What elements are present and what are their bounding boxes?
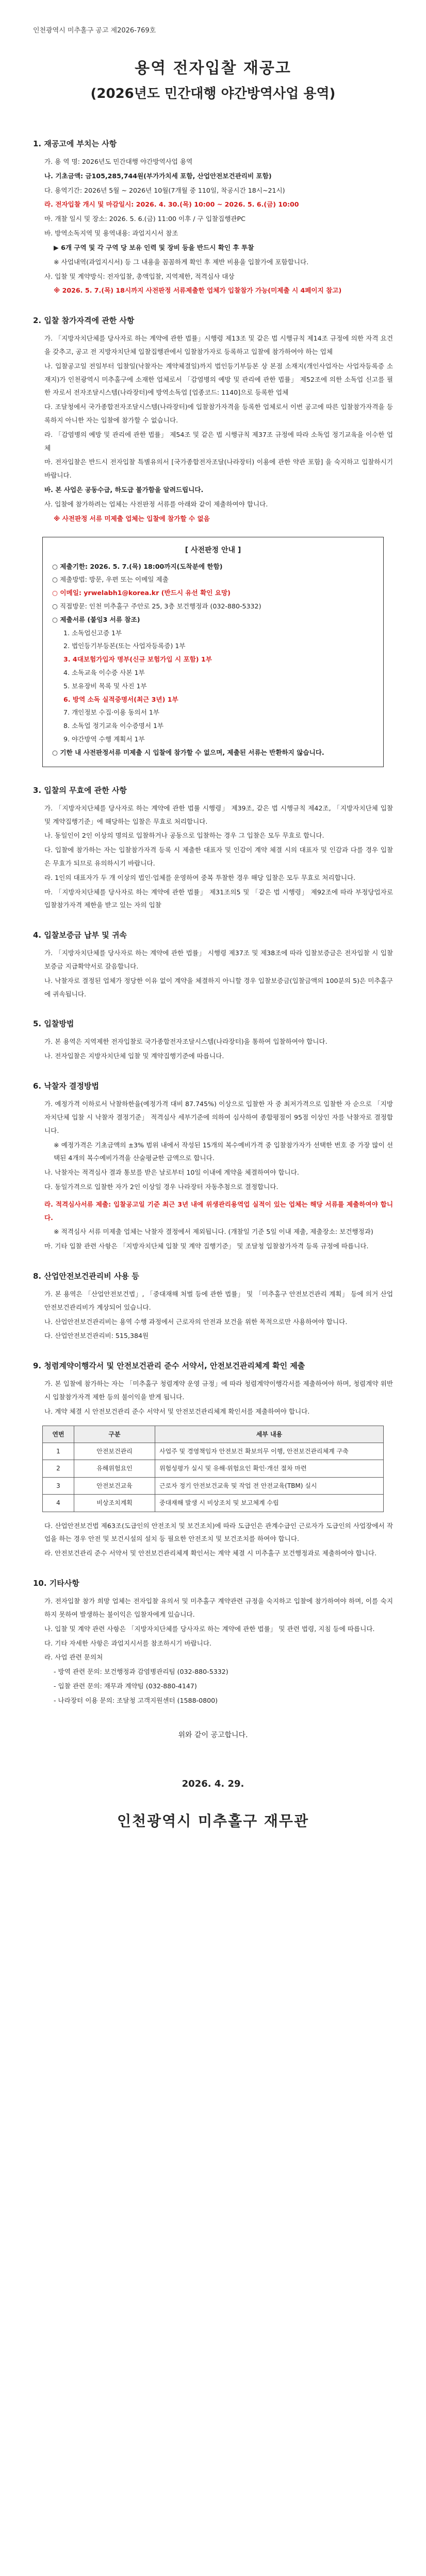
s3-item-e: 마. 「지방자치단체를 당사자로 하는 계약에 관한 법률」 제31조의5 및 「같은 법 시행령」 제92조에 따라 부정당업자로 입찰참가자격 제한을 받고 있는 자의 입찰 <box>44 888 393 909</box>
section-10-heading: 10. 기타사항 <box>33 1579 79 1588</box>
s1-opening: 마. 개찰 일시 및 장소: 2026. 5. 6.(금) 11:00 이후 / 구 입찰집행관PC <box>44 215 245 223</box>
table-row <box>43 1495 384 1512</box>
s3-item-a: 가. 「지방자치단체를 당사자로 하는 계약에 관한 법률 시행령」 제39조, 같은 법 시행규칙 제42조, 「지방자치단체 입찰 및 계약집행기준」에 해당하는 입찰은 무효로 처리합니다. <box>44 804 393 825</box>
issuing-organization: 인천광역시 미추홀구 재무관 <box>117 1812 309 1830</box>
s5-item-b: 나. 전자입찰은 지방자치단체 입찰 및 계약집행기준에 따릅니다. <box>44 1052 224 1060</box>
row-no: 4 <box>43 1495 74 1512</box>
callout-doc-8: 8. 소독업 정기교육 이수증명서 1부 <box>63 722 164 730</box>
s2-warning: ※ 사전판정 서류 미제출 업체는 입찰에 참가할 수 없음 <box>54 514 210 522</box>
s3-item-d: 라. 1인의 대표자가 두 개 이상의 법인·업체를 운영하여 중복 투찰한 경우 해당 입찰은 모두 무효로 처리합니다. <box>44 873 356 882</box>
s10-item-b: 나. 입찰 및 계약 관련 사항은 「지방자치단체를 당사자로 하는 계약에 관한 법률」 및 관련 법령, 지침 등에 따릅니다. <box>44 1624 375 1633</box>
notice-number: 인천광역시 미추홀구 공고 제2026-769호 <box>33 27 156 35</box>
s10-item-c: 다. 기타 자세한 사항은 과업지시서를 참조하시기 바랍니다. <box>44 1639 211 1647</box>
safety-table-header <box>43 1426 384 1443</box>
s10-item-a: 가. 전자입찰 참가 희망 업체는 전자입찰 유의서 및 미추홀구 계약관련 규정을 숙지하고 입찰에 참가하여야 하며, 이를 숙지하지 못하여 발생하는 불이익은 입찰자에게 있습니다. <box>44 1597 393 1618</box>
s7-item-b: 마. 기타 입찰 관련 사항은 「지방자치단체 입찰 및 계약 집행기준」 및 조달청 입찰참가자격 등록 규정에 따릅니다. <box>44 1242 369 1250</box>
s9b-item-c: 다. 산업안전보건법 제63조(도급인의 안전조치 및 보건조치)에 따라 도급인은 관계수급인 근로자가 도급인의 사업장에서 작업을 하는 경우 안전 및 보건시설의 설치 등 필요한 안전조치 및 보건조치를 하여야 합니다. <box>44 1521 393 1543</box>
table-row <box>43 1460 384 1477</box>
s10-contact-3: - 나라장터 이용 문의: 조달청 고객지원센터 (1588-0800) <box>54 1696 218 1704</box>
closing-notice: 위와 같이 공고합니다. <box>178 1731 248 1739</box>
s6-note: ※ 예정가격은 기초금액의 ±3% 범위 내에서 작성된 15개의 복수예비가격 중 입찰참가자가 선택한 번호 중 가장 많이 선택된 4개의 복수예비가격을 산술평균한 금액으로 합니다. <box>54 1141 393 1162</box>
row-type: 유해위험요인 <box>74 1460 155 1477</box>
callout-email: ○ 이메일: yrwelabh1@korea.kr (반드시 유선 확인 요망) <box>52 589 231 597</box>
s2-item-g: 사. 입찰에 참가하려는 업체는 사전판정 서류를 아래와 같이 제출하여야 합니다. <box>44 500 268 508</box>
safety-table <box>42 1426 384 1512</box>
callout-doc-7: 7. 개인정보 수집·이용 동의서 1부 <box>63 708 160 717</box>
s1-bid-window: 라. 전자입찰 개시 및 마감일시: 2026. 4. 30.(목) 10:00 ~ 2026. 5. 6.(금) 10:00 <box>44 200 299 209</box>
section-2-heading: 2. 입찰 참가자격에 관한 사항 <box>33 316 135 326</box>
callout-doc-1: 1. 소독업신고증 1부 <box>63 629 122 637</box>
section-4-heading: 4. 입찰보증금 납부 및 귀속 <box>33 930 127 940</box>
row-no: 1 <box>43 1443 74 1460</box>
s5-item-a: 가. 본 용역은 지역제한 전자입찰로 국가종합전자조달시스템(나라장터)을 통하여 입찰하여야 합니다. <box>44 1038 327 1046</box>
s1-method: 사. 입찰 및 계약방식: 전자입찰, 총액입찰, 지역제한, 적격심사 대상 <box>44 272 235 280</box>
s9-item-b: 나. 계약 체결 시 안전보건관리 준수 서약서 및 안전보건관리체계 확인서를 제출하여야 합니다. <box>44 1407 310 1415</box>
section-3-heading: 3. 입찰의 무효에 관한 사항 <box>33 785 127 795</box>
section-8-heading: 8. 산업안전보건관리비 사용 등 <box>33 1272 139 1281</box>
s6-item-b: 나. 낙찰자는 적격심사 결과 통보를 받은 날로부터 10일 이내에 계약을 체결하여야 합니다. <box>44 1168 299 1177</box>
callout-footnote: ○ 기한 내 사전판정서류 미제출 시 입찰에 참가할 수 없으며, 제출된 서류는 반환하지 않습니다. <box>52 748 324 756</box>
s2-item-d: 라. 「감염병의 예방 및 관리에 관한 법률」 제54조 및 같은 법 시행규칙 제37조 규정에 따라 소독업 정기교육을 이수한 업체 <box>44 430 393 452</box>
s8-item-c: 다. 산업안전보건관리비: 515,384원 <box>44 1332 149 1340</box>
s1-cost-note: ※ 사업내역(과업지시서) 등 그 내용을 꼼꼼하게 확인 후 제반 비용을 입찰가에 포함합니다. <box>54 258 309 266</box>
prequal-callout <box>42 537 384 767</box>
row-no: 3 <box>43 1477 74 1494</box>
s1-project-name: 가. 용 역 명: 2026년도 민간대행 야간방역사업 용역 <box>44 158 193 165</box>
section-5-heading: 5. 입찰방법 <box>33 1019 74 1029</box>
s2-item-f: 바. 본 사업은 공동수급, 하도급 불가함을 알려드립니다. <box>44 486 204 494</box>
callout-doc-9: 9. 야간방역 수행 계획서 1부 <box>63 735 145 743</box>
callout-visit: ○ 직접방문: 인천 미추홀구 주안로 25, 3층 보건행정과 (032-880-5332) <box>52 602 261 610</box>
col-no: 연번 <box>43 1426 74 1443</box>
s1-period: 다. 용역기간: 2026년 5월 ~ 2026년 10월(7개월 중 110일, 착공시간 18시~21시) <box>44 186 285 194</box>
table-row <box>43 1443 384 1460</box>
page-subtitle: (2026년도 민간대행 야간방역사업 용역) <box>90 86 336 101</box>
row-detail: 근로자 정기 안전보건교육 및 작업 전 안전교육(TBM) 실시 <box>155 1477 384 1494</box>
s10-item-d: 라. 사업 관련 문의처 <box>44 1653 103 1662</box>
callout-docs: ○ 제출서류 (붙임3 서류 참조) <box>52 615 140 623</box>
s2-item-b: 나. 입찰공고일 전일부터 입찰일(낙찰자는 계약체결일)까지 법인등기부등본 상 본점 소재지(개인사업자는 사업자등록증 소재지)가 인천광역시 미추홀구에 소재한 업체로서 「감염병의 예방 및 관리에 관한 법률」 제52조에 의한 소독업 신고를 필한 자로서 전자조달시스템(나라장터)에 방역소독업 [업종코드: 1140]으로 등록한 업체 <box>44 362 393 397</box>
callout-deadline: ○ 제출기한: 2026. 5. 7.(목) 18:00까지(도착분에 한함) <box>52 562 223 570</box>
s9-item-a: 가. 본 입찰에 참가하는 자는 「미추홀구 청렴계약 운영 규정」에 따라 청렴계약이행각서를 제출하여야 하며, 청렴계약 위반 시 입찰참가자격 제한 등의 불이익을 받게 됩니다. <box>44 1380 393 1401</box>
s7-item-a: 라. 적격심사서류 제출: 입찰공고일 기준 최근 3년 내에 위생관리용역업 실적이 있는 업체는 해당 서류를 제출하여야 합니다. <box>44 1200 393 1222</box>
section-9-heading: 9. 청렴계약이행각서 및 안전보건관리 준수 서약서, 안전보건관리체계 확인 제출 <box>33 1361 305 1371</box>
callout-doc-2: 2. 법인등기부등본(또는 사업자등록증) 1부 <box>63 642 186 650</box>
callout-title: [ 사전판정 안내 ] <box>185 546 241 554</box>
s4-item-b: 나. 낙찰자로 결정된 업체가 정당한 이유 없이 계약을 체결하지 아니할 경우 입찰보증금(입찰금액의 100분의 5)은 미추홀구에 귀속됩니다. <box>44 976 393 998</box>
s1-base-amount: 나. 기초금액: 금105,285,744원(부가가치세 포함, 산업안전보건관리비 포함) <box>44 172 272 180</box>
col-detail: 세부 내용 <box>155 1426 384 1443</box>
callout-doc-5: 5. 보유장비 목록 및 사진 1부 <box>63 682 147 690</box>
row-type: 비상조치계획 <box>74 1495 155 1512</box>
callout-doc-4: 4. 소독교육 이수증 사본 1부 <box>63 669 145 676</box>
s1-prequal-note: ※ 2026. 5. 7.(목) 18시까지 사전판정 서류제출한 업체가 입찰참가 가능(미제출 시 4페이지 참고) <box>54 286 342 295</box>
callout-method: ○ 제출방법: 방문, 우편 또는 이메일 제출 <box>52 575 169 584</box>
row-detail: 중대재해 발생 시 비상조치 및 보고체계 수립 <box>155 1495 384 1512</box>
s3-item-c: 다. 입찰에 참가하는 자는 입찰참가자격 등록 시 제출한 대표자 및 인감이 계약 체결 시의 대표자 및 인감과 다를 경우 입찰은 무효가 되므로 유의하시기 바랍니다. <box>44 846 393 867</box>
s10-contact-2: - 입찰 관련 문의: 재무과 계약팀 (032-880-4147) <box>54 1682 197 1690</box>
s6-item-a: 가. 예정가격 이하로서 낙찰하한율(예정가격 대비 87.745%) 이상으로 입찰한 자 중 최저가격으로 입찰한 자 순으로 「지방자치단체 입찰 시 낙찰자 결정기준」 적격심사 세부기준에 의하여 심사하여 종합평점이 95점 이상인 자를 낙찰자로 결정합니다. <box>44 1100 393 1134</box>
row-no: 2 <box>43 1460 74 1477</box>
s2-item-e: 마. 전자입찰은 반드시 전자입찰 특별유의서 [국가종합전자조달(나라장터) 이용에 관한 약관 포함] 을 숙지하고 입찰하시기 바랍니다. <box>44 458 393 480</box>
s8-item-a: 가. 본 용역은 「산업안전보건법」, 「중대재해 처벌 등에 관한 법률」 및 「미추홀구 안전보건관리 계획」 등에 의거 산업안전보건관리비가 계상되어 있습니다. <box>44 1290 393 1311</box>
page-title: 용역 전자입찰 재공고 <box>135 59 291 77</box>
row-type: 안전보건관리 <box>74 1443 155 1460</box>
s9b-item-d: 라. 안전보건관리 준수 서약서 및 안전보건관리체계 확인서는 계약 체결 시 미추홀구 보건행정과로 제출하여야 합니다. <box>44 1549 376 1557</box>
callout-doc-3: 3. 4대보험가입자 명부(신규 보험가입 시 포함) 1부 <box>63 655 212 664</box>
s1-scope: 바. 방역소독지역 및 용역내용: 과업지시서 참조 <box>44 229 178 238</box>
callout-doc-6: 6. 방역 소독 실적증명서(최근 3년) 1부 <box>63 695 178 703</box>
section-6-heading: 6. 낙찰자 결정방법 <box>33 1081 100 1091</box>
row-detail: 위험성평가 실시 및 유해·위험요인 확인·개선 절차 마련 <box>155 1460 384 1477</box>
row-detail: 사업주 및 경영책임자 안전보건 확보의무 이행, 안전보건관리체계 구축 <box>155 1443 384 1460</box>
s2-item-a: 가. 「지방자치단체를 당사자로 하는 계약에 관한 법률」시행령 제13조 및 같은 법 시행규칙 제14조 규정에 의한 자격 요건을 갖추고, 공고 전 지방자치단체 입찰집행관에서 입찰참가자로 등록하고 입찰에 참가하여야 하는 업체 <box>44 334 393 355</box>
s3-item-b: 나. 동일인이 2인 이상의 명의로 입찰하거나 공동으로 입찰하는 경우 그 입찰은 모두 무효로 합니다. <box>44 832 324 840</box>
notice-date: 2026. 4. 29. <box>182 1778 244 1790</box>
s2-item-c: 다. 조달청에서 국가종합전자조달시스템(나라장터)에 입찰참가자격을 등록한 업체로서 이번 공고에 따른 입찰참가자격을 등록하지 아니한 자는 입찰에 참가할 수 없습니다. <box>44 403 393 424</box>
s10-contact-1: - 방역 관련 문의: 보건행정과 감염병관리팀 (032-880-5332) <box>54 1668 228 1676</box>
row-type: 안전보건교육 <box>74 1477 155 1494</box>
s4-item-a: 가. 「지방자치단체를 당사자로 하는 계약에 관한 법률」 시행령 제37조 및 제38조에 따라 입찰보증금은 전자입찰 시 입찰보증금 지급확약서로 갈음합니다. <box>44 949 393 970</box>
s7-note: ※ 적격심사 서류 미제출 업체는 낙찰자 결정에서 제외됩니다. (개찰일 기준 5일 이내 제출, 제출장소: 보건행정과) <box>54 1228 373 1236</box>
table-row <box>43 1477 384 1494</box>
col-type: 구분 <box>74 1426 155 1443</box>
s6-item-c: 다. 동일가격으로 입찰한 자가 2인 이상일 경우 나라장터 자동추첨으로 결정합니다. <box>44 1182 278 1191</box>
section-1-heading: 1. 재공고에 부치는 사항 <box>33 139 117 148</box>
s8-item-b: 나. 산업안전보건관리비는 용역 수행 과정에서 근로자의 안전과 보건을 위한 목적으로만 사용하여야 합니다. <box>44 1317 348 1326</box>
s1-zone-note: ▶ 6개 구역 및 각 구역 당 보유 인력 및 장비 등을 반드시 확인 후 투찰 <box>54 243 254 251</box>
